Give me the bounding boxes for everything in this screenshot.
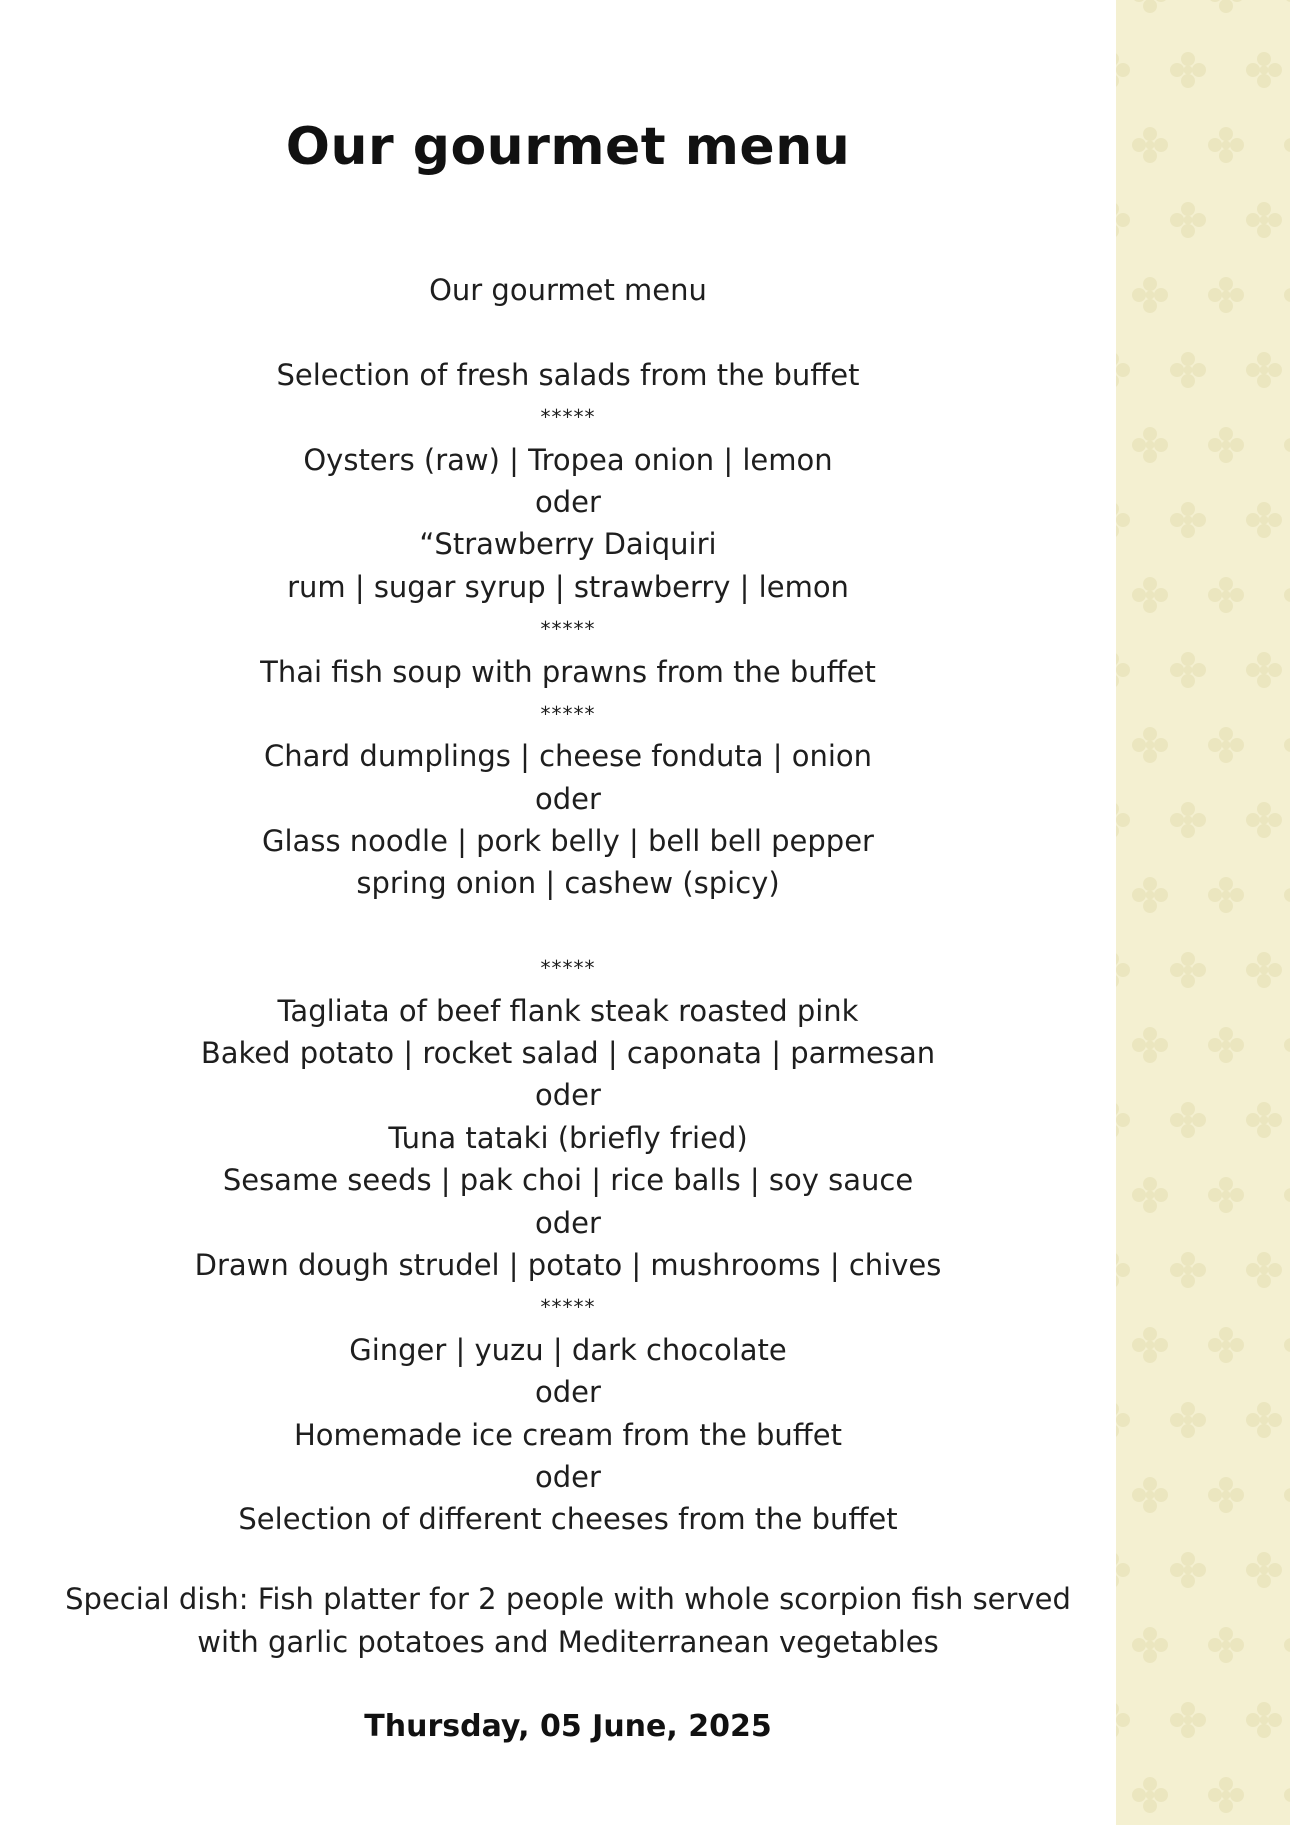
- spacer: [0, 311, 1136, 353]
- pattern-dot-cluster: [1170, 1402, 1206, 1438]
- menu-line: oder: [535, 1375, 601, 1410]
- pattern-dot-cluster: [1246, 1252, 1282, 1288]
- pattern-dot-cluster: [1208, 277, 1244, 313]
- pattern-dot-cluster: [1170, 1702, 1206, 1738]
- pattern-dot-cluster: [1170, 352, 1206, 388]
- menu-line: Thai fish soup with prawns from the buffet: [260, 654, 876, 689]
- special-dish: [0, 1578, 1136, 1664]
- pattern-dot-cluster: [1116, 52, 1130, 88]
- menu-line: oder: [535, 484, 601, 519]
- menu-line: Oysters (raw) | Tropea onion | lemon: [303, 442, 833, 477]
- pattern-dot-cluster: [1246, 1102, 1282, 1138]
- pattern-dot-cluster: [1132, 577, 1168, 613]
- menu-line: oder: [535, 1205, 601, 1240]
- menu-date: Thursday, 05 June, 2025: [364, 1709, 772, 1744]
- menu-line: Tuna tataki (briefly fried): [388, 1120, 748, 1155]
- menu-line: oder: [535, 1078, 601, 1113]
- pattern-dot-cluster: [1170, 1552, 1206, 1588]
- menu-line: Homemade ice cream from the buffet: [294, 1417, 842, 1452]
- menu-line: “Strawberry Daiquiri: [419, 527, 717, 562]
- pattern-dot-cluster: [1208, 577, 1244, 613]
- pattern-dot-cluster: [1170, 1102, 1206, 1138]
- pattern-dot-cluster: [1116, 952, 1130, 988]
- pattern-dot-cluster: [1132, 877, 1168, 913]
- special-dish-line-1: Special dish: Fish platter for 2 people with whole scorpion fish served: [65, 1582, 1071, 1616]
- pattern-dot-cluster: [1284, 577, 1290, 613]
- pattern-dot-cluster: [1284, 1777, 1290, 1813]
- dot-pattern-graphic: [1116, 0, 1290, 1825]
- pattern-dot-cluster: [1208, 1327, 1244, 1363]
- pattern-dot-cluster: [1246, 652, 1282, 688]
- pattern-dot-cluster: [1246, 502, 1282, 538]
- menu-line: Drawn dough strudel | potato | mushrooms | chives: [194, 1247, 942, 1282]
- pattern-dot-cluster: [1116, 1252, 1130, 1288]
- pattern-dot-cluster: [1284, 127, 1290, 163]
- decorative-side-pattern: [1116, 0, 1290, 1825]
- pattern-dot-cluster: [1246, 802, 1282, 838]
- pattern-dot-cluster: [1116, 352, 1130, 388]
- pattern-dot-cluster: [1132, 1477, 1168, 1513]
- menu-line: Selection of fresh salads from the buffet: [276, 357, 860, 392]
- menu-line: Selection of different cheeses from the buffet: [238, 1502, 898, 1537]
- pattern-dot-cluster: [1132, 1777, 1168, 1813]
- course-separator: *****: [540, 405, 596, 430]
- pattern-dot-cluster: [1116, 1102, 1130, 1138]
- pattern-dot-cluster: [1132, 1027, 1168, 1063]
- pattern-dot-cluster: [1116, 1402, 1130, 1438]
- pattern-dot-cluster: [1284, 277, 1290, 313]
- pattern-dot-cluster: [1246, 952, 1282, 988]
- pattern-dot-cluster: [1116, 652, 1130, 688]
- pattern-dot-cluster: [1132, 1627, 1168, 1663]
- pattern-dot-cluster: [1132, 0, 1168, 13]
- pattern-dot-cluster: [1246, 52, 1282, 88]
- pattern-dot-cluster: [1284, 1177, 1290, 1213]
- menu-line: Our gourmet menu: [429, 273, 707, 307]
- pattern-dot-cluster: [1132, 727, 1168, 763]
- pattern-dot-cluster: [1246, 352, 1282, 388]
- pattern-dot-cluster: [1116, 502, 1130, 538]
- course-separator: *****: [540, 701, 596, 726]
- pattern-dot-cluster: [1284, 1027, 1290, 1063]
- pattern-dot-cluster: [1284, 0, 1290, 13]
- pattern-dot-cluster: [1208, 1177, 1244, 1213]
- menu-line: Tagliata of beef flank steak roasted pink: [277, 993, 859, 1028]
- pattern-dot-cluster: [1170, 202, 1206, 238]
- course-separator: *****: [540, 956, 596, 981]
- pattern-dot-cluster: [1284, 877, 1290, 913]
- pattern-dot-cluster: [1284, 1627, 1290, 1663]
- menu-line: Baked potato | rocket salad | caponata | parmesan: [200, 1036, 936, 1071]
- pattern-dot-cluster: [1116, 1702, 1130, 1738]
- pattern-dot-cluster: [1208, 1027, 1244, 1063]
- pattern-dot-cluster: [1208, 127, 1244, 163]
- course-separator: *****: [540, 617, 596, 642]
- pattern-dot-cluster: [1246, 1702, 1282, 1738]
- pattern-dot-cluster: [1116, 802, 1130, 838]
- pattern-dot-cluster: [1208, 1627, 1244, 1663]
- pattern-dot-cluster: [1132, 1327, 1168, 1363]
- pattern-dot-cluster: [1132, 1177, 1168, 1213]
- pattern-dot-cluster: [1132, 277, 1168, 313]
- pattern-dot-cluster: [1284, 1477, 1290, 1513]
- page-title: Our gourmet menu: [285, 117, 851, 177]
- menu-body: [0, 269, 1136, 1541]
- pattern-dot-cluster: [1246, 1402, 1282, 1438]
- menu-line: oder: [535, 781, 601, 816]
- course-separator: *****: [540, 1295, 596, 1320]
- pattern-dot-cluster: [1208, 727, 1244, 763]
- menu-line: Chard dumplings | cheese fonduta | onion: [263, 739, 873, 774]
- pattern-dot-cluster: [1208, 0, 1244, 13]
- menu-line: Sesame seeds | pak choi | rice balls | soy sauce: [222, 1163, 914, 1198]
- pattern-dot-cluster: [1170, 802, 1206, 838]
- pattern-dot-cluster: [1132, 127, 1168, 163]
- menu-line: rum | sugar syrup | strawberry | lemon: [287, 569, 849, 604]
- pattern-dot-cluster: [1170, 952, 1206, 988]
- menu-line: oder: [535, 1459, 601, 1494]
- pattern-dot-cluster: [1284, 727, 1290, 763]
- pattern-dot-cluster: [1208, 877, 1244, 913]
- pattern-dot-cluster: [1208, 1777, 1244, 1813]
- pattern-dot-cluster: [1170, 502, 1206, 538]
- menu-line: spring onion | cashew (spicy): [356, 866, 780, 901]
- pattern-dot-cluster: [1246, 1552, 1282, 1588]
- menu-line: Glass noodle | pork belly | bell bell pepper: [262, 824, 874, 859]
- pattern-dot-cluster: [1170, 1252, 1206, 1288]
- pattern-dot-cluster: [1170, 52, 1206, 88]
- pattern-dot-cluster: [1284, 1327, 1290, 1363]
- pattern-dot-cluster: [1284, 427, 1290, 463]
- menu-line: Ginger | yuzu | dark chocolate: [349, 1332, 787, 1367]
- special-dish-line-2: with garlic potatoes and Mediterranean vegetables: [197, 1625, 939, 1659]
- pattern-dot-cluster: [1170, 652, 1206, 688]
- pattern-dot-cluster: [1208, 427, 1244, 463]
- pattern-dot-cluster: [1132, 427, 1168, 463]
- pattern-dot-cluster: [1208, 1477, 1244, 1513]
- pattern-dot-cluster: [1116, 1552, 1130, 1588]
- spacer: [0, 905, 1136, 947]
- pattern-dot-cluster: [1116, 202, 1130, 238]
- pattern-dot-cluster: [1246, 202, 1282, 238]
